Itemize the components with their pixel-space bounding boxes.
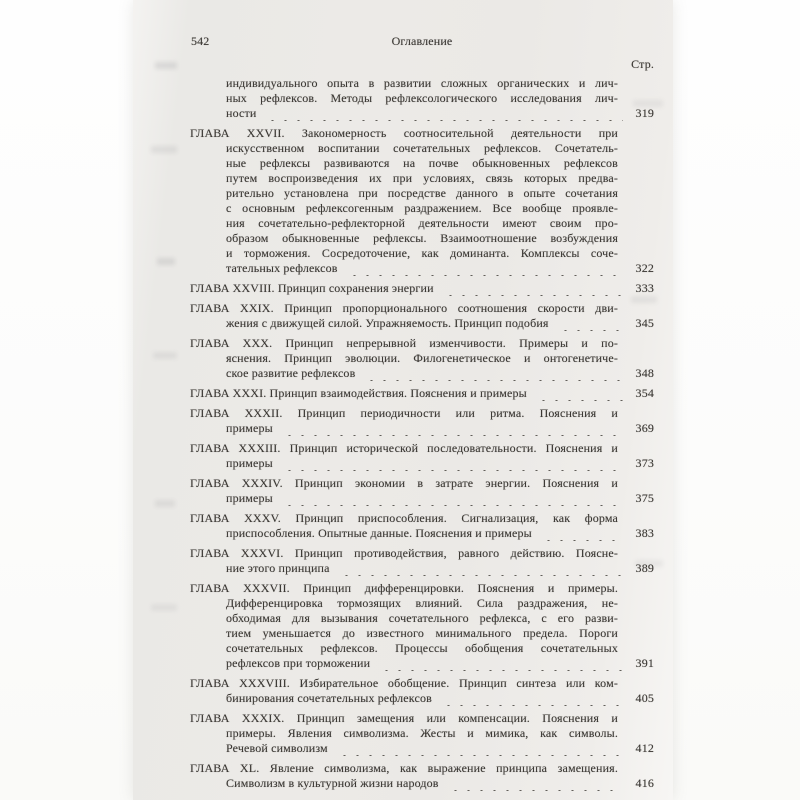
toc-line: сочетательных рефлексов. Процессы обобщения сочетательных	[226, 641, 618, 655]
book-page	[133, 0, 673, 800]
toc-line: и торможения. Сосредоточение, как доминанта. Комплексы соче-	[226, 246, 618, 260]
toc-page-number: 375	[635, 491, 654, 505]
toc-line: путем воспроизведения их при условиях, связь которых предва-	[226, 171, 618, 185]
toc-line: ГЛАВА XXX. Принцип непрерывной изменчивости. Примеры и по-	[190, 336, 618, 350]
toc-line: с основным рефлексогенным раздражением. Все вообще проявле-	[226, 201, 618, 215]
toc-line: примеры	[226, 456, 273, 470]
toc-page-number: 405	[635, 691, 654, 705]
toc-last-line	[226, 741, 654, 756]
toc-line: ГЛАВА XL. Явление символизма, как выражение принципа замещения.	[190, 761, 618, 775]
toc-page-number: 373	[635, 456, 654, 470]
toc-page-number: 345	[635, 316, 654, 330]
dot-leader	[278, 491, 623, 506]
dot-leader	[437, 691, 623, 706]
toc-page-number: 416	[635, 776, 654, 790]
toc-line: примеры. Явления символизма. Жесты и мимика, как символы.	[226, 726, 618, 740]
toc-line: приспособления. Опытные данные. Пояснения и примеры	[226, 526, 532, 540]
toc-page-number: 389	[635, 561, 654, 575]
dot-leader	[278, 456, 623, 471]
toc-line: ГЛАВА XXXI. Принцип взаимодействия. Пояснения и примеры	[190, 386, 527, 400]
toc-line: индивидуального опыта в развитии сложных органических и лич-	[226, 76, 618, 90]
toc-entry	[190, 76, 654, 121]
toc-last-line	[190, 281, 654, 296]
toc-line: ГЛАВА XXXVII. Принцип дифференцировки. Пояснения и примеры.	[190, 581, 618, 595]
toc-line: ных рефлексов. Методы рефлексологического исследования лич-	[226, 91, 618, 105]
toc-last-line	[226, 526, 654, 541]
toc-line: яснения. Принцип эволюции. Филогенетическое и онтогенетиче-	[226, 351, 618, 365]
page-header	[190, 34, 654, 49]
toc-line: жения с движущей силой. Упражняемость. Принцип подобия	[226, 316, 549, 330]
dot-leader	[278, 421, 623, 436]
toc-line: ности	[226, 106, 257, 120]
toc-entry	[190, 546, 654, 576]
toc-line: рефлексов при торможении	[226, 656, 371, 670]
toc-entry	[190, 711, 654, 756]
page-column-label: Стр.	[631, 57, 654, 71]
toc-line: ния сочетательно-рефлекторной деятельности имеют своим про-	[226, 216, 618, 230]
showthrough-mark	[151, 604, 177, 611]
toc-line: ные рефлексы развиваются на почве обыкновенных рефлексов	[226, 156, 618, 170]
toc-line: ГЛАВА XXXIII. Принцип исторической последовательности. Пояснения и	[190, 441, 618, 455]
toc-last-line	[226, 261, 654, 276]
toc-entry	[190, 581, 654, 671]
dot-leader	[537, 526, 623, 541]
toc-entry	[190, 301, 654, 331]
toc-last-line	[226, 656, 654, 671]
toc-line: Дифференцировка тормозящих влияний. Сила раздражения, не-	[226, 596, 618, 610]
toc-page-number: 322	[635, 261, 654, 275]
toc-page-number: 391	[635, 656, 654, 670]
toc-entry	[190, 676, 654, 706]
toc-last-line	[226, 491, 654, 506]
toc-line: Речевой символизм	[226, 741, 328, 755]
toc-last-line	[226, 366, 654, 381]
toc-line: ГЛАВА XXXVIII. Избирательное обобщение. Принцип синтеза или ком-	[190, 676, 618, 690]
dot-leader	[261, 106, 623, 121]
toc-last-line	[190, 386, 654, 401]
toc-entry	[190, 511, 654, 541]
toc-line: ГЛАВА XXVIII. Принцип сохранения энергии	[190, 281, 434, 295]
toc-line: примеры	[226, 491, 273, 505]
toc-line: образом обыкновенные рефлексы. Взаимоотношение возбуждения	[226, 231, 618, 245]
toc-entry	[190, 386, 654, 401]
toc-line: ние этого принципа	[226, 561, 330, 575]
dot-leader	[333, 741, 623, 756]
toc-line: ГЛАВА XXVII. Закономерность соотносительной деятельности при	[190, 126, 618, 140]
toc-last-line	[226, 316, 654, 331]
toc-entry	[190, 336, 654, 381]
toc-page-number: 412	[635, 741, 654, 755]
toc-page-number: 354	[635, 386, 654, 400]
toc-last-line	[226, 561, 654, 576]
toc-line: примеры	[226, 421, 273, 435]
toc-line: ГЛАВА XXXV. Принцип приспособления. Сигнализация, как форма	[190, 511, 618, 525]
toc-last-line	[226, 456, 654, 471]
dot-leader	[375, 656, 623, 671]
toc-last-line	[226, 421, 654, 436]
toc-line: ГЛАВА XXXVI. Принцип противодействия, равного действию. Поясне-	[190, 546, 618, 560]
dot-leader	[439, 281, 623, 296]
dot-leader	[335, 561, 623, 576]
toc-page-number: 319	[635, 106, 654, 120]
showthrough-mark	[155, 62, 177, 69]
showthrough-mark	[153, 352, 177, 359]
toc-line: ГЛАВА XXIX. Принцип пропорционального соотношения скорости дви-	[190, 301, 618, 315]
showthrough-mark	[157, 258, 175, 265]
toc-line: Символизм в культурной жизни народов	[226, 776, 439, 790]
toc-line: ГЛАВА XXXIV. Принцип экономии в затрате энергии. Пояснения и	[190, 476, 618, 490]
toc-entry	[190, 441, 654, 471]
toc-line: ГЛАВА XXXII. Принцип периодичности или ритма. Пояснения и	[190, 406, 618, 420]
toc-entry	[190, 281, 654, 296]
toc-last-line	[226, 776, 654, 791]
toc-entry	[190, 126, 654, 276]
toc-line: тательных рефлексов	[226, 261, 338, 275]
toc-last-line	[226, 691, 654, 706]
dot-leader	[532, 386, 623, 401]
dot-leader	[444, 776, 623, 791]
toc-line: рительно установлена при посредстве данного в опыте сочетания	[226, 186, 618, 200]
toc-line: бинирования сочетательных рефлексов	[226, 691, 432, 705]
toc-line: тием уменьшается до известного минимального предела. Пороги	[226, 626, 618, 640]
toc-line: ГЛАВА XXXIX. Принцип замещения или компенсации. Пояснения и	[190, 711, 618, 725]
showthrough-mark	[155, 500, 175, 507]
toc-entry	[190, 761, 654, 791]
folio-page-number: 542	[191, 34, 210, 48]
showthrough-mark	[151, 146, 177, 153]
toc-entry	[190, 406, 654, 436]
toc-page-number: 383	[635, 526, 654, 540]
dot-leader	[343, 261, 623, 276]
toc-page-number: 348	[635, 366, 654, 380]
toc-page-number: 333	[635, 281, 654, 295]
toc-line: искусственном воспитании сочетательных рефлексов. Сочетатель-	[226, 141, 618, 155]
toc-line: обходимая для вызывания сочетательного рефлекса, с его разви-	[226, 611, 618, 625]
running-title: Оглавление	[391, 34, 453, 48]
toc-entry	[190, 476, 654, 506]
toc-line: ское развитие рефлексов	[226, 366, 356, 380]
toc-page-number: 369	[635, 421, 654, 435]
toc-last-line	[226, 106, 654, 121]
dot-leader	[360, 366, 623, 381]
dot-leader	[554, 316, 623, 331]
toc-list	[190, 76, 654, 791]
